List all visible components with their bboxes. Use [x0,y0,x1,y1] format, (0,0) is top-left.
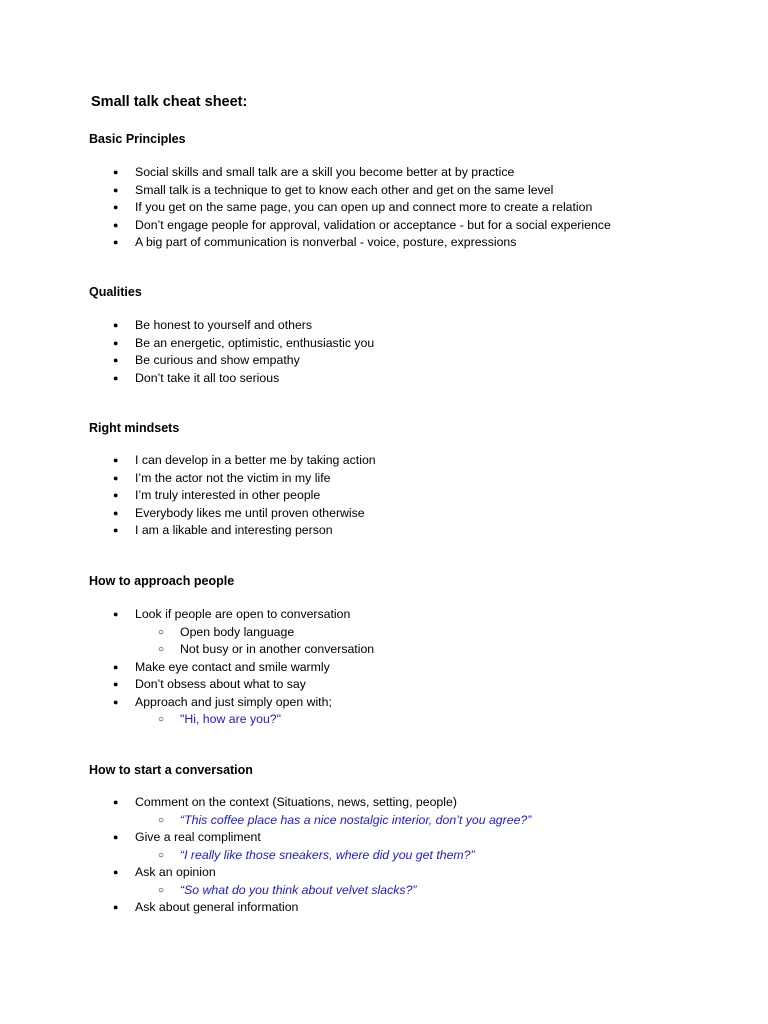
section-heading-right-mindsets: Right mindsets [89,421,180,435]
hollow-bullet-icon: ○ [158,849,165,861]
document-title: Small talk cheat sheet: [91,94,248,110]
list-item-text: Small talk is a technique to get to know each other and get on the same level [135,182,554,197]
hollow-bullet-icon: ○ [158,814,165,826]
bullet-icon: ● [113,609,119,619]
list-item-text: I can develop in a better me by taking action [135,453,376,467]
bullet-icon: ● [113,679,119,689]
list-item-text: Approach and just simply open with; [135,694,332,709]
list-item-text: Ask an opinion [135,865,216,879]
bullet-icon: ● [113,237,119,247]
list-item-text: I am a likable and interesting person [135,523,333,537]
bullet-icon: ● [113,507,119,518]
list-item-text: A big part of communication is nonverbal - voice, posture, expressions [135,235,517,249]
hollow-bullet-icon: ○ [158,884,165,896]
list-subitem-text: Not busy or in another conversation [180,642,375,656]
quote-text: "Hi, how are you?" [180,712,282,726]
list-item-text: Make eye contact and smile warmly [135,659,330,674]
quote-text: “I really like those sneakers, where did you get them?” [180,847,475,862]
bullet-icon: ● [113,696,119,707]
list-subitem-text: Open body language [180,624,295,639]
list-item-text: Everybody likes me until proven otherwise [135,505,365,520]
list-item-text: I’m the actor not the victim in my life [135,470,331,485]
bullet-icon: ● [113,867,119,877]
list-item-text: Comment on the context (Situations, news, setting, people) [135,795,457,809]
list-item-text: Be honest to yourself and others [135,318,313,332]
quote-text: “So what do you think about velvet slacks?” [180,882,417,897]
section-heading-how-to-start-a-conversation: How to start a conversation [89,763,253,777]
hollow-bullet-icon: ○ [158,644,165,655]
list-item-text: I’m truly interested in other people [135,488,321,502]
list-item-text: Be an energetic, optimistic, enthusiastic you [135,335,375,350]
bullet-icon: ● [113,202,119,212]
bullet-icon: ● [113,455,119,465]
bullet-icon: ● [113,337,119,348]
section-heading-qualities: Qualities [89,285,142,299]
bullet-icon: ● [113,525,119,535]
bullet-icon: ● [113,320,119,330]
bullet-icon: ● [113,219,119,230]
bullet-icon: ● [113,472,119,483]
bullet-icon: ● [113,184,119,195]
list-item-text: Be curious and show empathy [135,353,300,367]
quote-text: “This coffee place has a nice nostalgic interior, don’t you agree?” [180,812,532,827]
list-item-text: Don’t engage people for approval, validation or acceptance - but for a social experience [135,217,611,232]
bullet-icon: ● [113,167,119,177]
bullet-icon: ● [113,902,119,912]
list-item-text: If you get on the same page, you can open up and connect more to create a relation [135,200,593,214]
bullet-icon: ● [113,355,119,365]
bullet-icon: ● [113,490,119,500]
section-heading-how-to-approach-people: How to approach people [89,574,235,588]
list-item-text: Don’t take it all too serious [135,370,280,385]
list-item-text: Don’t obsess about what to say [135,677,306,691]
list-item-text: Look if people are open to conversation [135,607,351,621]
bullet-icon: ● [113,661,119,672]
bullet-icon: ● [113,797,119,807]
hollow-bullet-icon: ○ [158,626,165,638]
list-item-text: Ask about general information [135,900,299,914]
hollow-bullet-icon: ○ [158,714,165,725]
section-heading-basic-principles: Basic Principles [89,132,186,146]
bullet-icon: ● [113,832,119,842]
bullet-icon: ● [113,372,119,383]
list-item-text: Give a real compliment [135,830,261,844]
list-item-text: Social skills and small talk are a skill you become better at by practice [135,165,515,179]
